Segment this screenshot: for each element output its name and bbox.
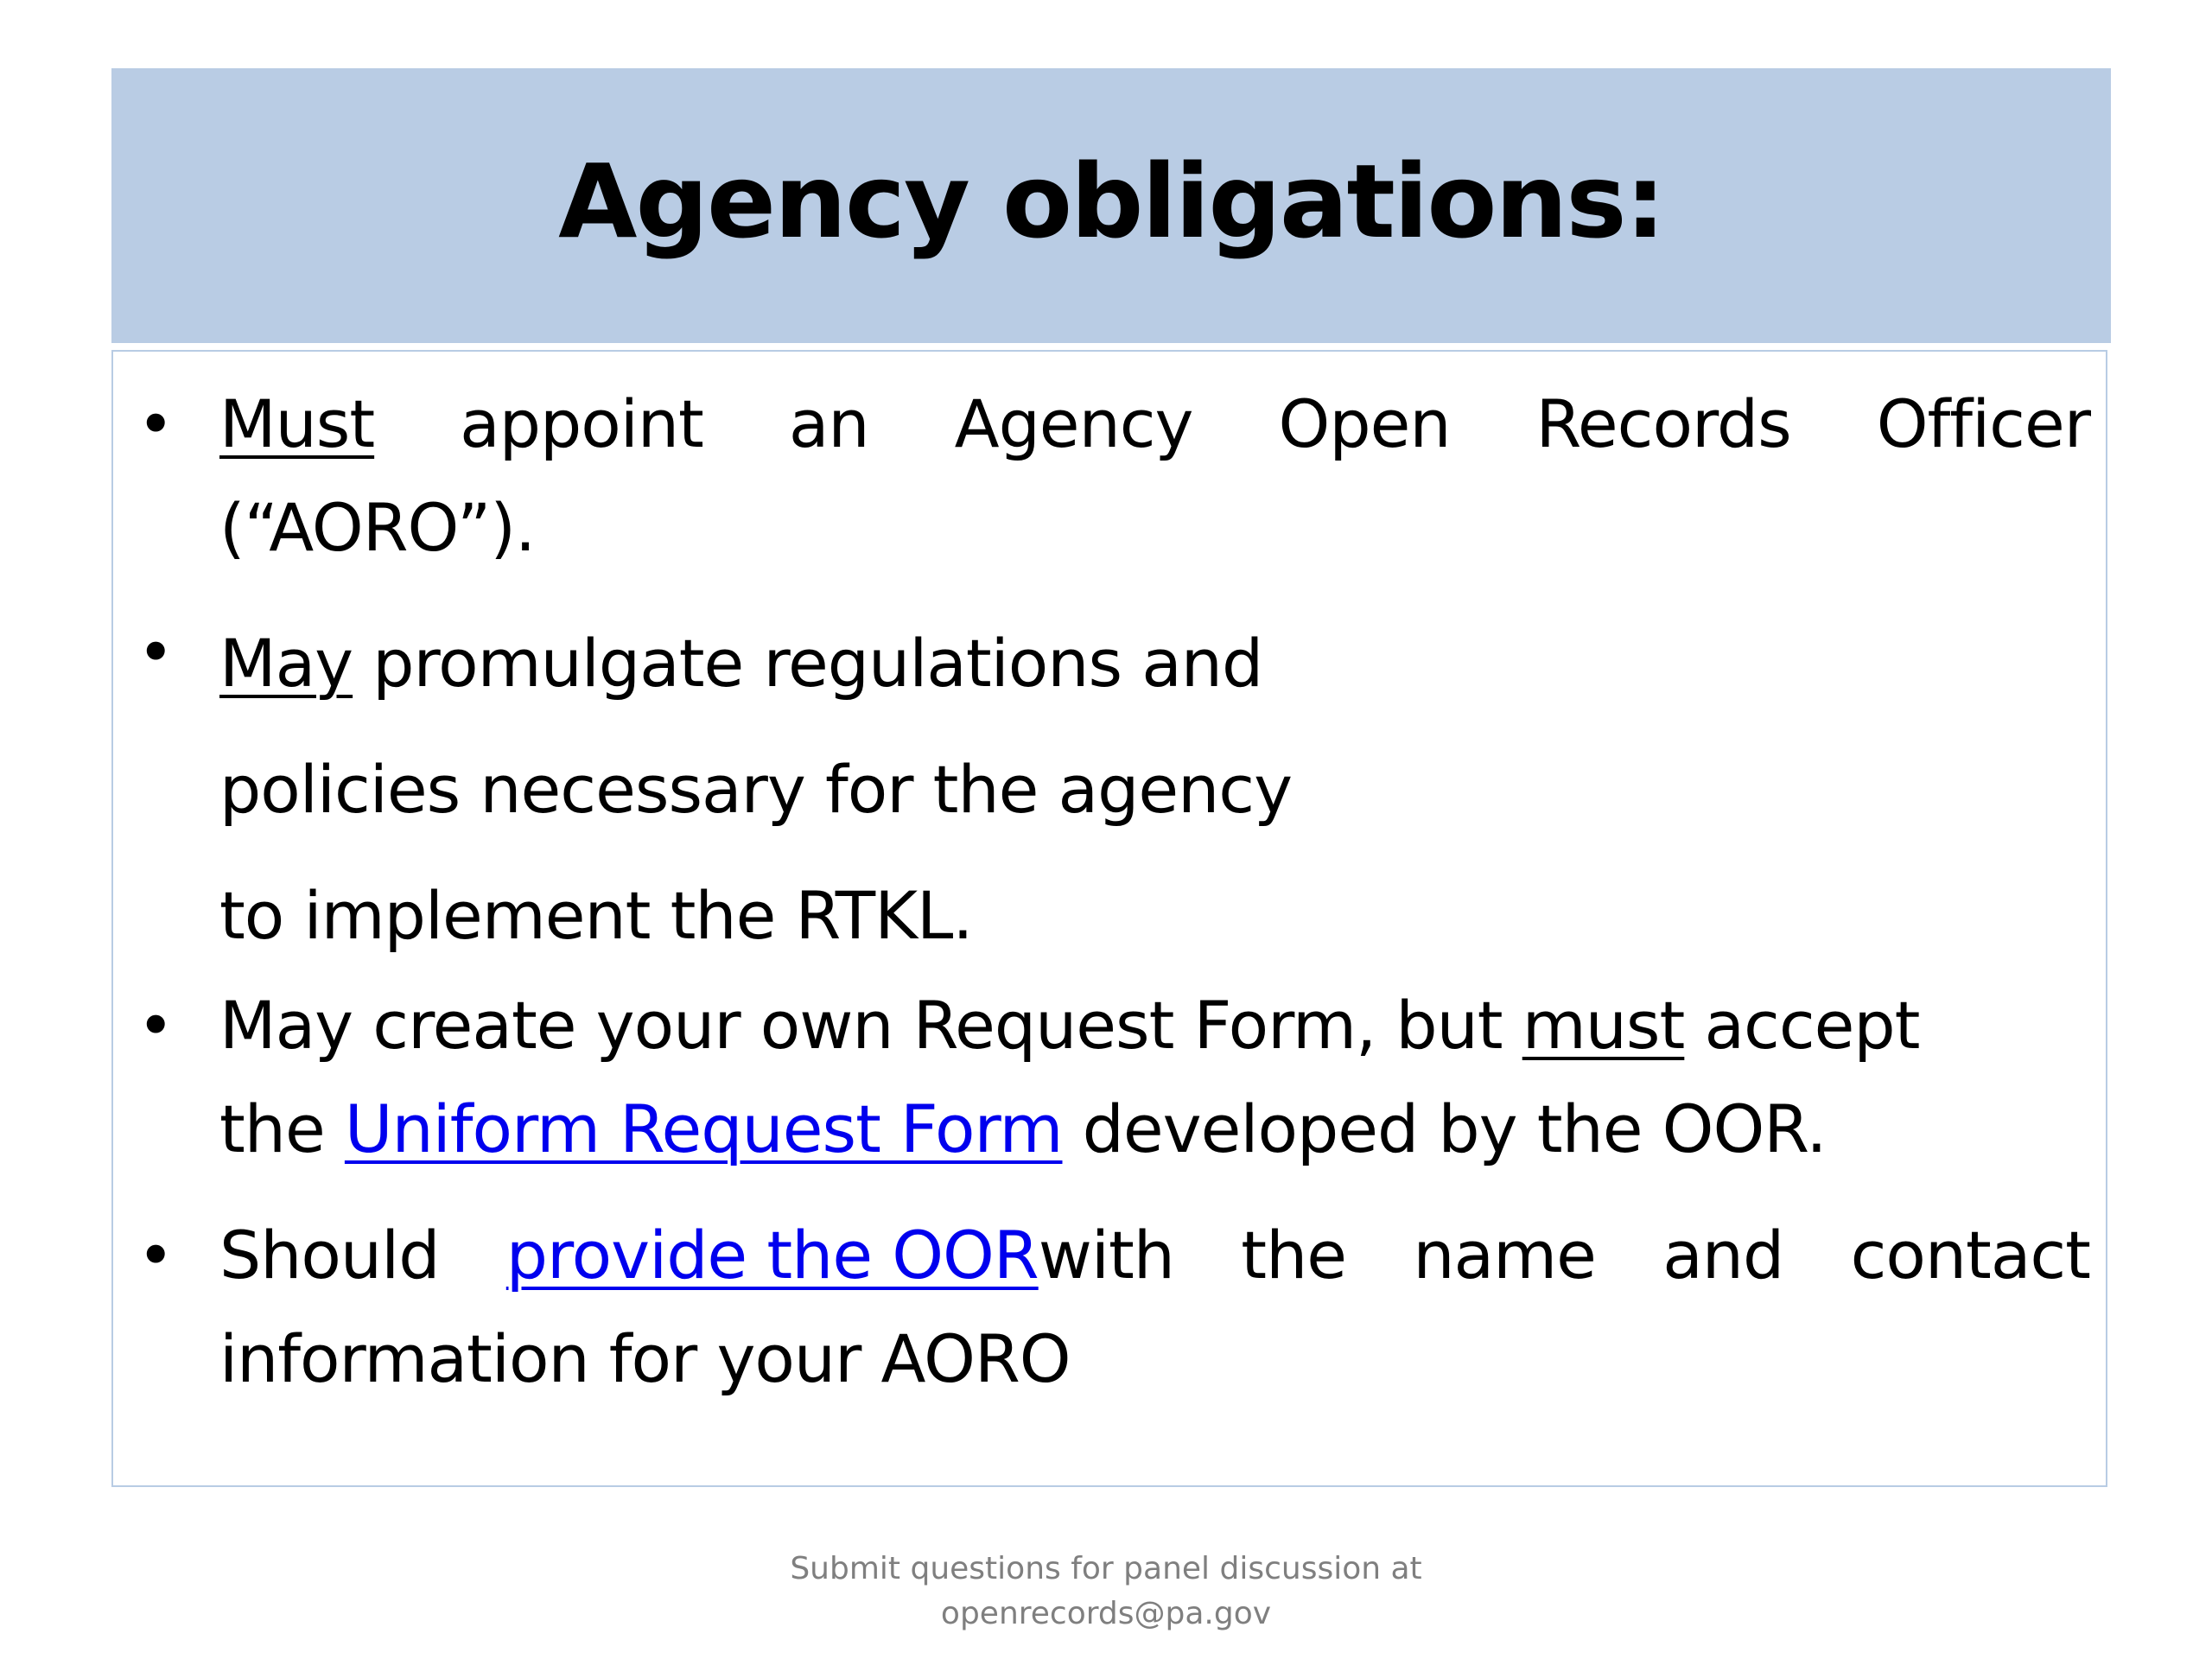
line-text: May create your own Request Form, but [219, 987, 1522, 1064]
bullet-dot: • [137, 616, 175, 689]
keyword-must: must [1522, 987, 1685, 1064]
bullet-line: to implement the RTKL. [219, 877, 973, 954]
bullet-dot: • [137, 1219, 175, 1292]
bullet-line [219, 974, 2090, 1077]
bullet-text [219, 601, 2090, 979]
provide-link-group [506, 1204, 1174, 1307]
line-text: accept [1684, 987, 1920, 1064]
bullet-dot: • [137, 388, 175, 461]
word: with [1038, 1217, 1174, 1294]
bullet-line [219, 1077, 2090, 1181]
footer-email: openrecords@pa.gov [940, 1596, 1272, 1631]
bullet-line [219, 1204, 2090, 1307]
word: Should [219, 1217, 440, 1294]
bullet-dot: • [137, 989, 175, 1062]
bullet-text [219, 372, 2090, 580]
bullet-text [219, 1204, 2090, 1411]
word: Open [1278, 385, 1451, 462]
word: contact [1850, 1217, 2090, 1294]
word: Officer [1876, 385, 2090, 462]
provide-the-oor-link[interactable]: provide the OOR [505, 1217, 1039, 1294]
word: and [1662, 1217, 1784, 1294]
word: name [1413, 1217, 1596, 1294]
line-text: developed by the OOR. [1062, 1090, 1827, 1167]
footer-note [0, 1547, 2212, 1637]
slide-title: Agency obligations: [558, 142, 1664, 261]
word: the [1241, 1217, 1347, 1294]
keyword-may: May [219, 625, 353, 702]
line-text: the [219, 1090, 345, 1167]
word: Agency [954, 385, 1193, 462]
bullet-line [219, 601, 2090, 727]
title-banner [111, 68, 2111, 343]
word: appoint [460, 385, 703, 462]
footer-line: Submit questions for panel discussion at [790, 1551, 1422, 1586]
word: an [788, 385, 869, 462]
content-box [111, 350, 2107, 1487]
keyword-must: Must [219, 385, 375, 462]
uniform-request-form-link[interactable]: Uniform Request Form [344, 1090, 1063, 1167]
bullet-text [219, 974, 2090, 1181]
bullet-line [219, 372, 2090, 476]
bullet-line: information for your AORO [219, 1320, 1071, 1397]
line-text: promulgate regulations and [353, 625, 1263, 702]
bullet-line: (“AORO”). [219, 489, 536, 566]
word: Records [1535, 385, 1791, 462]
bullet-line: policies necessary for the agency [219, 751, 1293, 828]
